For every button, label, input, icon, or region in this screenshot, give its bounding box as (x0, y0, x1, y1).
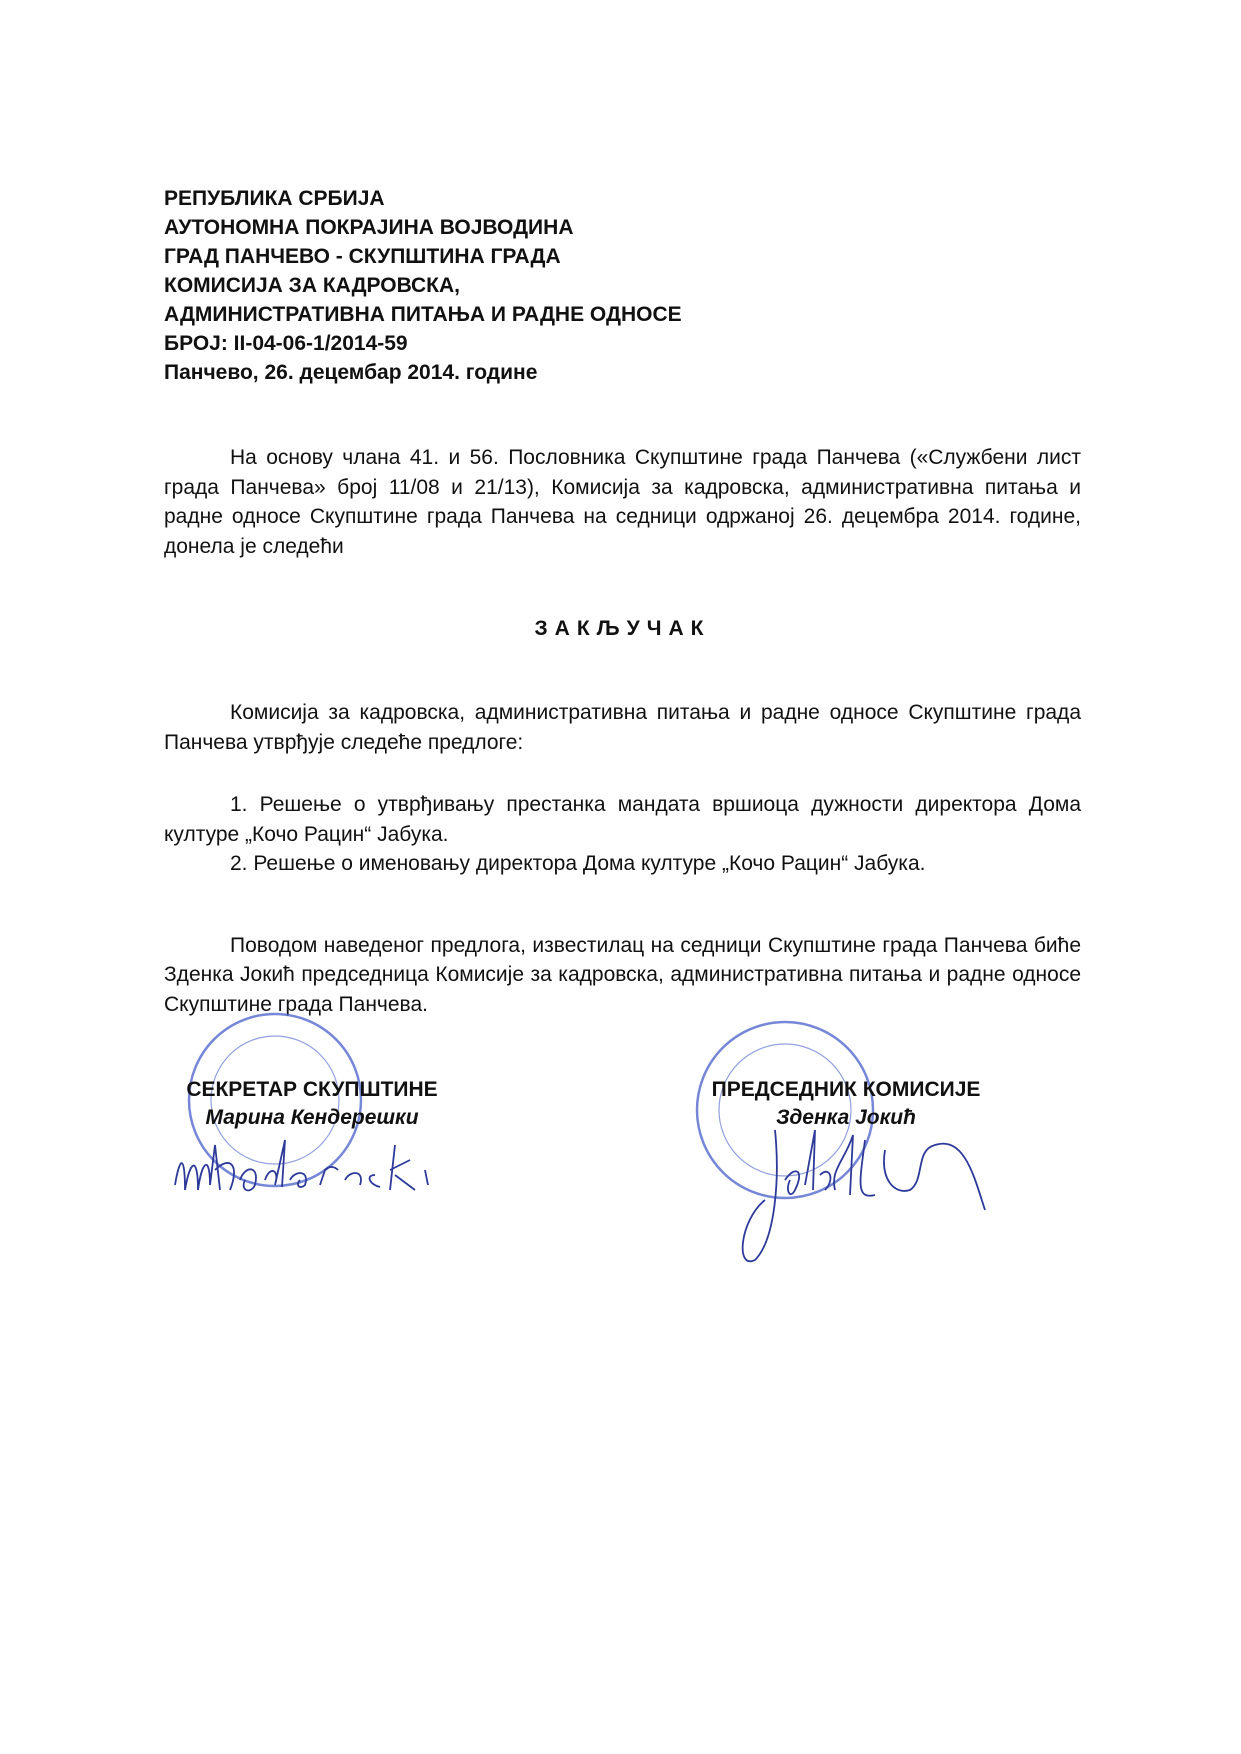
header-province: АУТОНОМНА ПОКРАЈИНА ВОЈВОДИНА (164, 216, 574, 239)
header-commission-cont: АДМИНИСТРАТИВНА ПИТАЊА И РАДНЕ ОДНОСЕ (164, 303, 682, 326)
list-item: 1. Решење о утврђивању престанка мандата вршиоца дужности директора Дома културе „Кочо Рацин“ Јабука. (164, 793, 1081, 846)
document-title: ЗАКЉУЧАК (534, 617, 711, 640)
signature-right-icon (735, 1120, 1035, 1270)
header-city: ГРАД ПАНЧЕВО - СКУПШТИНА ГРАДА (164, 245, 561, 268)
list-item: 2. Решење о именовању директора Дома културе „Кочо Рацин“ Јабука. (230, 852, 926, 875)
signer-role: СЕКРЕТАР СКУПШТИНЕ (186, 1078, 438, 1101)
preamble-paragraph: На основу члана 41. и 56. Пословника Скупштине града Панчева («Службени лист града Панчева» број 11/08 и 21/13), Комисија за кадровска, административна питања и радне односе Скупштине града Панчева на седници одржаној 26. децембра 2014. године, донела је следећи (164, 446, 1081, 558)
signature-row (164, 1076, 1081, 1276)
document-body (164, 443, 1081, 1276)
intro-paragraph: Комисија за кадровска, административна питања и радне односе Скупштине града Панчева утврђује следеће предлоге: (164, 701, 1081, 754)
signer-name: Зденка Јокић (776, 1106, 916, 1129)
header-country: РЕПУБЛИКА СРБИЈА (164, 187, 385, 210)
header-number: БРОЈ: II-04-06-1/2014-59 (164, 332, 408, 355)
signer-role: ПРЕДСЕДНИК КОМИСИЈЕ (711, 1078, 981, 1101)
document-header (164, 184, 682, 387)
signature-block-secretary (162, 1076, 462, 1132)
closing-paragraph: Поводом наведеног предлога, известилац на седници Скупштине града Панчева биће Зденка Јокић председница Комисије за кадровска, административна питања и радне односе Скупштине града Панчева. (164, 933, 1081, 1016)
signature-block-president (686, 1076, 1006, 1132)
header-date: Панчево, 26. децембар 2014. године (164, 361, 538, 384)
header-commission: КОМИСИЈА ЗА КАДРОВСКА, (164, 274, 460, 297)
signer-name: Марина Кендерешки (205, 1106, 419, 1129)
signature-left-icon (170, 1135, 500, 1205)
